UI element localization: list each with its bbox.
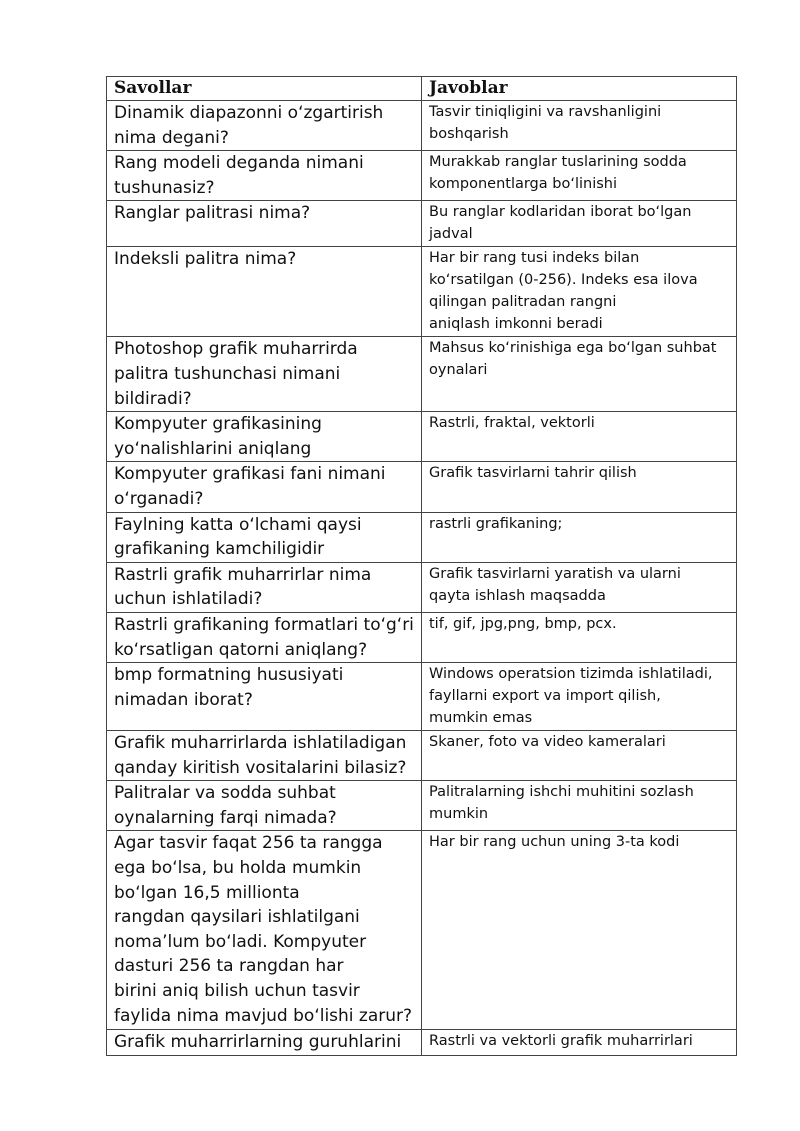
header-answers: Javoblar [422, 77, 737, 101]
table-row [107, 781, 737, 831]
question-cell: Photoshop grafik muharrirda palitra tushunchasi nimani bildiradi? [107, 337, 422, 412]
answer-cell: Mahsus ko‘rinishiga ega bo‘lgan suhbat oynalari [422, 337, 737, 412]
question-cell: Kompyuter grafikasining yo‘nalishlarini aniqlang [107, 412, 422, 462]
question-cell: Rang modeli deganda nimani tushunasiz? [107, 151, 422, 201]
question-cell: Grafik muharrirlarning guruhlarini [107, 1030, 422, 1056]
header-questions: Savollar [107, 77, 422, 101]
question-cell: Rastrli grafik muharrirlar nima uchun ishlatiladi? [107, 562, 422, 612]
answer-cell: Skaner, foto va video kameralari [422, 731, 737, 781]
answer-cell: tif, gif, jpg,png, bmp, pcx. [422, 612, 737, 662]
answer-cell: Rastrli, fraktal, vektorli [422, 412, 737, 462]
question-cell: Agar tasvir faqat 256 ta rangga ega bo‘lsa, bu holda mumkin bo‘lgan 16,5 millionta rangdan qaysilari ishlatilgani noma’lum bo‘ladi. Kompyuter dasturi 256 ta rangdan har birini aniq bilish uchun tasvir faylida nima mavjud bo‘lishi zarur? [107, 831, 422, 1030]
table-row [107, 612, 737, 662]
table-row [107, 512, 737, 562]
answer-cell: Grafik tasvirlarni tahrir qilish [422, 462, 737, 512]
answer-cell: Bu ranglar kodlaridan iborat bo‘lgan jadval [422, 201, 737, 247]
table-row [107, 247, 737, 337]
answer-cell: Tasvir tiniqligini va ravshanligini boshqarish [422, 101, 737, 151]
table-row [107, 101, 737, 151]
table-row [107, 412, 737, 462]
table-row [107, 731, 737, 781]
table-row [107, 831, 737, 1030]
answer-cell: rastrli grafikaning; [422, 512, 737, 562]
question-cell: bmp formatning hususiyati nimadan iborat? [107, 663, 422, 731]
table-row [107, 462, 737, 512]
table-row [107, 562, 737, 612]
answer-cell: Har bir rang uchun uning 3-ta kodi [422, 831, 737, 1030]
qa-table [106, 76, 737, 1056]
question-cell: Ranglar palitrasi nima? [107, 201, 422, 247]
answer-cell: Rastrli va vektorli grafik muharrirlari [422, 1030, 737, 1056]
answer-cell: Grafik tasvirlarni yaratish va ularni qayta ishlash maqsadda [422, 562, 737, 612]
question-cell: Palitralar va sodda suhbat oynalarning farqi nimada? [107, 781, 422, 831]
answer-cell: Palitralarning ishchi muhitini sozlash mumkin [422, 781, 737, 831]
question-cell: Kompyuter grafikasi fani nimani o‘rganadi? [107, 462, 422, 512]
answer-cell: Murakkab ranglar tuslarining sodda komponentlarga bo‘linishi [422, 151, 737, 201]
table-row [107, 337, 737, 412]
table-row [107, 1030, 737, 1056]
header-row [107, 77, 737, 101]
table-row [107, 663, 737, 731]
question-cell: Faylning katta o‘lchami qaysi grafikaning kamchiligidir [107, 512, 422, 562]
question-cell: Dinamik diapazonni o‘zgartirish nima degani? [107, 101, 422, 151]
question-cell: Grafik muharrirlarda ishlatiladigan qanday kiritish vositalarini bilasiz? [107, 731, 422, 781]
answer-cell: Windows operatsion tizimda ishlatiladi, fayllarni export va import qilish, mumkin emas [422, 663, 737, 731]
answer-cell: Har bir rang tusi indeks bilan ko‘rsatilgan (0-256). Indeks esa ilova qilingan palitradan rangni aniqlash imkonni beradi [422, 247, 737, 337]
question-cell: Indeksli palitra nima? [107, 247, 422, 337]
question-cell: Rastrli grafikaning formatlari to‘g‘ri ko‘rsatligan qatorni aniqlang? [107, 612, 422, 662]
table-row [107, 151, 737, 201]
table-row [107, 201, 737, 247]
